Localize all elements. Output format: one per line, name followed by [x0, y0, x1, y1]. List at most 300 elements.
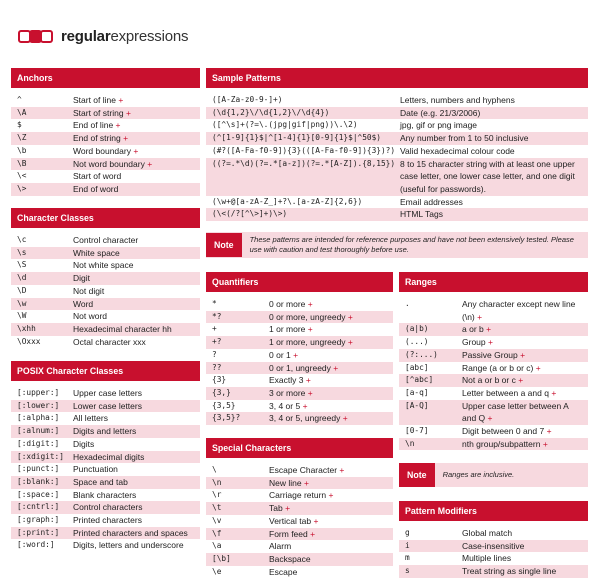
table-row: [206, 158, 588, 196]
plus-icon: +: [307, 387, 313, 398]
table-row: [11, 107, 200, 120]
pattern-code: (a|b): [405, 324, 429, 334]
plus-icon: +: [488, 337, 493, 348]
pattern-code: [a-q]: [405, 387, 429, 397]
description-text: 3, 4 or 5: [269, 400, 301, 411]
pattern-code: ^: [17, 95, 22, 104]
pattern-code: [:cntrl:]: [17, 502, 60, 512]
pattern-description: [73, 247, 200, 260]
pattern-code: [:print:]: [17, 527, 60, 537]
description-text: nth group/subpattern: [462, 438, 541, 449]
anchors-panel: [11, 68, 200, 196]
pattern-description: [462, 362, 588, 375]
note-label: Note: [206, 233, 242, 257]
table-row: [206, 298, 393, 311]
description-text: Printed characters: [73, 515, 142, 526]
table-row: [206, 566, 393, 578]
pattern-description: [400, 132, 588, 145]
pattern-description: [400, 119, 588, 132]
description-text: Not word: [73, 311, 108, 322]
table-row: [206, 489, 393, 502]
table-row: [206, 502, 393, 515]
pattern-code: ([A-Za-z0-9-]+): [212, 95, 283, 104]
pattern-code: \A: [17, 107, 27, 117]
plus-icon: +: [333, 362, 339, 373]
pattern-code: (#?([A-Fa-f0-9]){3}(([A-Fa-f0-9]){3})?): [212, 145, 396, 155]
pattern-description: [73, 170, 200, 183]
plus-icon: +: [342, 413, 348, 424]
table-row: [11, 451, 200, 464]
table-row: [11, 132, 200, 145]
pattern-description: [73, 285, 200, 298]
description-text: Punctuation: [73, 464, 118, 475]
plus-icon: +: [347, 311, 353, 322]
description-text: Exactly 3: [269, 375, 304, 386]
pattern-description: [269, 540, 393, 553]
pattern-code: [:digit:]: [17, 438, 60, 448]
table-row: [11, 234, 200, 247]
pattern-code: \t: [212, 503, 222, 513]
plus-icon: +: [477, 311, 483, 322]
table-row: [11, 298, 200, 311]
plus-icon: +: [133, 145, 139, 156]
description-text: Start of string: [73, 107, 124, 118]
pattern-description: [73, 501, 200, 514]
table-row: [11, 412, 200, 425]
section-title: Character Classes: [11, 208, 200, 228]
table-row: [11, 158, 200, 171]
pattern-description: [462, 374, 588, 387]
table-row: [11, 400, 200, 413]
pattern-code: ??: [212, 362, 222, 372]
description-text: Hexadecimal digits: [73, 451, 145, 462]
pattern-description: [269, 349, 393, 362]
pattern-code: \: [212, 465, 217, 474]
pattern-description: [400, 208, 588, 221]
pattern-code: (\d{1,2}\/\d{1,2}\/\d{4}): [212, 107, 330, 117]
table-row: [206, 412, 393, 425]
note-panel-ranges: [399, 463, 588, 487]
description-text: Vertical tab: [269, 515, 312, 526]
description-text: Tab: [269, 503, 283, 514]
plus-icon: +: [147, 158, 153, 169]
pattern-code: \d: [17, 273, 27, 283]
pattern-description: [462, 349, 588, 362]
pattern-description: [400, 107, 588, 120]
pattern-code: ?: [212, 349, 217, 359]
plus-icon: +: [535, 362, 541, 373]
pattern-code: \S: [17, 260, 27, 270]
pattern-code: [A-Q]: [405, 400, 429, 410]
pattern-code: \w: [17, 298, 27, 308]
note-label: Note: [399, 463, 435, 487]
pattern-description: [73, 400, 200, 413]
pattern-description: [73, 259, 200, 272]
pattern-code: *?: [212, 311, 222, 321]
table-row: [11, 310, 200, 323]
table-row: [399, 362, 588, 375]
pattern-code: \>: [17, 183, 27, 193]
pattern-code: \<: [17, 171, 27, 181]
table-row: [206, 196, 588, 209]
description-text: Valid hexadecimal colour code: [400, 145, 515, 156]
description-text: Treat string as single line: [462, 566, 557, 577]
description-text: Upper case letters: [73, 388, 142, 398]
pattern-code: [:upper:]: [17, 388, 60, 397]
description-text: 0 or 1, ungreedy: [269, 362, 331, 373]
pattern-code: {3}: [212, 375, 227, 385]
pattern-description: [462, 298, 588, 323]
table-row: [11, 539, 200, 552]
pattern-description: [269, 464, 393, 477]
table-row: [206, 515, 393, 528]
pattern-code: (?:...): [405, 349, 438, 359]
plus-icon: +: [328, 490, 334, 501]
plus-icon: +: [118, 95, 124, 105]
pattern-code: \n: [405, 438, 415, 448]
pattern-description: [269, 553, 393, 566]
pattern-description: [73, 514, 200, 527]
table-row: [11, 489, 200, 502]
pattern-description: [73, 476, 200, 489]
pattern-code: *: [212, 299, 217, 308]
note-panel-patterns: [206, 232, 588, 258]
description-text: 0 or more, ungreedy: [269, 311, 346, 322]
plus-icon: +: [307, 324, 313, 335]
pattern-description: [73, 336, 200, 349]
pattern-code: [0-7]: [405, 426, 429, 436]
description-text: 3 or more: [269, 387, 306, 398]
description-text: Email addresses: [400, 196, 463, 207]
description-text: Space and tab: [73, 476, 128, 487]
pattern-code: (\<(/?[^\>]+)\>): [212, 209, 288, 219]
pattern-code: \e: [212, 566, 222, 576]
pattern-description: [269, 323, 393, 336]
description-text: Digits, letters and underscore: [73, 540, 184, 551]
description-text: Control character: [73, 235, 139, 245]
pattern-description: [73, 527, 200, 540]
table-row: [11, 259, 200, 272]
description-text: Passive Group: [462, 349, 518, 360]
plus-icon: +: [302, 400, 308, 411]
pattern-code: (^[1-9]{1}$|^[1-4]{1}[0-9]{1}$|^50$): [212, 133, 381, 143]
pattern-description: [269, 477, 393, 490]
description-text: Carriage return: [269, 490, 327, 501]
plus-icon: +: [125, 107, 131, 118]
pattern-description: [73, 183, 200, 196]
plus-icon: +: [293, 349, 299, 360]
sample-patterns-panel: [206, 68, 588, 221]
pattern-code: \a: [212, 541, 222, 551]
pattern-description: [73, 310, 200, 323]
description-text: Any number from 1 to 50 inclusive: [400, 133, 529, 144]
description-text: Start of word: [73, 171, 122, 182]
pattern-description: [73, 463, 200, 476]
table-row: [399, 540, 588, 553]
pattern-description: [269, 374, 393, 387]
description-text: Digit: [73, 273, 91, 284]
description-text: New line: [269, 477, 302, 488]
pattern-code: s: [405, 566, 410, 576]
table-row: [11, 463, 200, 476]
pattern-code: [:punct:]: [17, 464, 60, 474]
pattern-description: [73, 272, 200, 285]
posix-classes-panel: [11, 361, 200, 552]
description-text: Not digit: [73, 285, 105, 296]
description-text: Control characters: [73, 502, 143, 513]
pattern-description: [269, 387, 393, 400]
description-text: Digits and letters: [73, 426, 137, 437]
table-row: [11, 119, 200, 132]
pattern-description: [73, 539, 200, 552]
table-row: [11, 501, 200, 514]
section-title: Ranges: [399, 272, 588, 292]
table-row: [206, 311, 393, 324]
section-title: Anchors: [11, 68, 200, 88]
table-row: [206, 540, 393, 553]
pattern-description: [269, 311, 393, 324]
table-row: [11, 387, 200, 400]
description-text: Multiple lines: [462, 553, 512, 564]
pattern-description: [73, 489, 200, 502]
pattern-code: [:xdigit:]: [17, 451, 64, 461]
pattern-code: \v: [212, 515, 222, 525]
table-row: [399, 336, 588, 349]
table-row: [399, 387, 588, 400]
plus-icon: +: [123, 133, 129, 144]
pattern-description: [73, 119, 200, 132]
table-row: [11, 285, 200, 298]
pattern-description: [462, 540, 588, 553]
description-text: Escape Character: [269, 465, 338, 475]
pattern-description: [73, 451, 200, 464]
plus-icon: +: [339, 465, 345, 475]
pattern-code: \f: [212, 528, 222, 538]
pattern-description: [73, 425, 200, 438]
table-row: [11, 336, 200, 349]
description-text: Digit between 0 and 7: [462, 426, 545, 437]
table-row: [399, 565, 588, 578]
pattern-description: [73, 323, 200, 336]
description-text: a or b: [462, 324, 484, 335]
table-row: [11, 527, 200, 540]
table-row: [11, 145, 200, 158]
pattern-description: [73, 387, 200, 400]
plus-icon: +: [305, 375, 311, 386]
table-row: [206, 553, 393, 566]
pattern-description: [400, 158, 588, 196]
description-text: White space: [73, 247, 120, 258]
pattern-description: [462, 527, 588, 540]
pattern-description: [73, 158, 200, 171]
pattern-code: [^abc]: [405, 375, 434, 385]
pattern-description: [462, 387, 588, 400]
description-text: Not white space: [73, 260, 134, 271]
table-row: [11, 425, 200, 438]
pattern-code: \B: [17, 158, 27, 168]
table-row: [206, 336, 393, 349]
pattern-code: \D: [17, 285, 27, 295]
pattern-description: [269, 489, 393, 502]
pattern-description: [269, 336, 393, 349]
table-row: [399, 438, 588, 451]
description-text: All letters: [73, 413, 108, 424]
description-text: 8 to 15 character string with at least one upper case letter, one lower case letter, and one digit (useful for passwords).: [400, 158, 575, 194]
pattern-description: [73, 412, 200, 425]
pattern-code: {3,5}?: [212, 413, 241, 423]
pattern-code: \W: [17, 311, 27, 321]
description-text: Any character except new line (\n): [462, 299, 576, 322]
description-text: Letter between a and q: [462, 387, 549, 398]
pattern-description: [269, 502, 393, 515]
pattern-code: [\b]: [212, 553, 231, 563]
table-row: [399, 298, 588, 323]
table-row: [399, 400, 588, 425]
pattern-code: ([^\s]+(?=\.(jpg|gif|png))\.\2): [212, 120, 358, 130]
description-text: Hexadecimal character hh: [73, 323, 172, 334]
note-text: Ranges are inclusive.: [442, 470, 515, 479]
pattern-code: {3,}: [212, 387, 231, 397]
table-row: [11, 323, 200, 336]
pattern-description: [269, 400, 393, 413]
ranges-panel: [399, 272, 588, 450]
pattern-code: +: [212, 324, 217, 334]
pattern-description: [73, 132, 200, 145]
pattern-description: [73, 438, 200, 451]
description-text: Printed characters and spaces: [73, 527, 188, 538]
pattern-code: (...): [405, 337, 429, 347]
description-text: Case-insensitive: [462, 540, 525, 551]
section-title: Special Characters: [206, 438, 393, 458]
description-text: Escape: [269, 566, 298, 577]
plus-icon: +: [487, 413, 493, 424]
table-row: [11, 514, 200, 527]
section-title: POSIX Character Classes: [11, 361, 200, 381]
table-row: [206, 477, 393, 490]
table-row: [11, 183, 200, 196]
brand-name: regularexpressions: [61, 27, 189, 45]
description-text: End of string: [73, 133, 121, 144]
description-text: Alarm: [269, 541, 292, 552]
plus-icon: +: [310, 528, 316, 539]
pattern-code: \c: [17, 235, 27, 244]
pattern-description: [462, 425, 588, 438]
logo-icon: [18, 30, 51, 43]
plus-icon: +: [347, 337, 353, 348]
table-row: [206, 94, 588, 107]
description-text: Form feed: [269, 528, 308, 539]
character-classes-panel: [11, 208, 200, 348]
table-row: [206, 119, 588, 132]
description-text: Not a or b or c: [462, 375, 516, 386]
plus-icon: +: [307, 299, 313, 309]
pattern-description: [400, 145, 588, 158]
description-text: Word boundary: [73, 145, 131, 156]
table-row: [206, 107, 588, 120]
pattern-description: [269, 298, 393, 311]
pattern-description: [462, 336, 588, 349]
description-text: Word: [73, 298, 94, 309]
plus-icon: +: [518, 375, 524, 386]
pattern-description: [73, 145, 200, 158]
pattern-code: g: [405, 528, 410, 537]
pattern-code: m: [405, 553, 410, 563]
pattern-description: [462, 552, 588, 565]
pattern-description: [269, 566, 393, 578]
table-row: [11, 476, 200, 489]
description-text: Upper case letter between A and Q: [462, 400, 569, 424]
description-text: HTML Tags: [400, 209, 443, 220]
pattern-code: \s: [17, 247, 27, 257]
table-row: [399, 374, 588, 387]
table-row: [399, 552, 588, 565]
pattern-description: [462, 400, 588, 425]
description-text: 1 or more: [269, 324, 306, 335]
table-row: [11, 94, 200, 107]
quantifiers-panel: [206, 272, 393, 425]
pattern-description: [269, 412, 393, 425]
table-row: [206, 464, 393, 477]
table-row: [399, 425, 588, 438]
pattern-code: \Oxxx: [17, 336, 41, 346]
table-row: [11, 170, 200, 183]
table-row: [206, 323, 393, 336]
description-text: Blank characters: [73, 489, 137, 500]
description-text: 0 or more: [269, 299, 306, 309]
plus-icon: +: [546, 426, 552, 437]
table-row: [206, 387, 393, 400]
pattern-code: \n: [212, 477, 222, 487]
section-title: Quantifiers: [206, 272, 393, 292]
pattern-description: [73, 94, 200, 107]
plus-icon: +: [486, 324, 492, 335]
plus-icon: +: [551, 387, 557, 398]
pattern-modifiers-panel: [399, 501, 588, 578]
section-title: Pattern Modifiers: [399, 501, 588, 521]
pattern-description: [73, 234, 200, 247]
description-text: 1 or more, ungreedy: [269, 337, 346, 348]
pattern-code: .: [405, 299, 410, 308]
description-text: 3, 4 or 5, ungreedy: [269, 413, 341, 424]
pattern-description: [269, 362, 393, 375]
table-row: [206, 400, 393, 413]
table-row: [11, 272, 200, 285]
table-row: [206, 528, 393, 541]
description-text: Range (a or b or c): [462, 362, 534, 373]
description-text: Not word boundary: [73, 158, 145, 169]
table-row: [206, 374, 393, 387]
pattern-code: [:alnum:]: [17, 426, 60, 436]
pattern-description: [269, 515, 393, 528]
pattern-code: +?: [212, 337, 222, 347]
description-text: Start of line: [73, 95, 116, 105]
pattern-description: [400, 94, 588, 107]
description-text: Backspace: [269, 553, 311, 564]
description-text: Octal character xxx: [73, 336, 146, 347]
plus-icon: +: [542, 438, 548, 449]
table-row: [206, 208, 588, 221]
description-text: Date (e.g. 21/3/2006): [400, 107, 481, 118]
pattern-description: [462, 565, 588, 578]
pattern-description: [462, 323, 588, 336]
table-row: [206, 349, 393, 362]
description-text: 0 or 1: [269, 349, 291, 360]
description-text: End of word: [73, 183, 119, 194]
pattern-code: ((?=.*\d)(?=.*[a-z])(?=.*[A-Z]).{8,15}): [212, 158, 396, 168]
table-row: [11, 438, 200, 451]
pattern-code: {3,5}: [212, 400, 236, 410]
pattern-code: [:alpha:]: [17, 413, 60, 423]
